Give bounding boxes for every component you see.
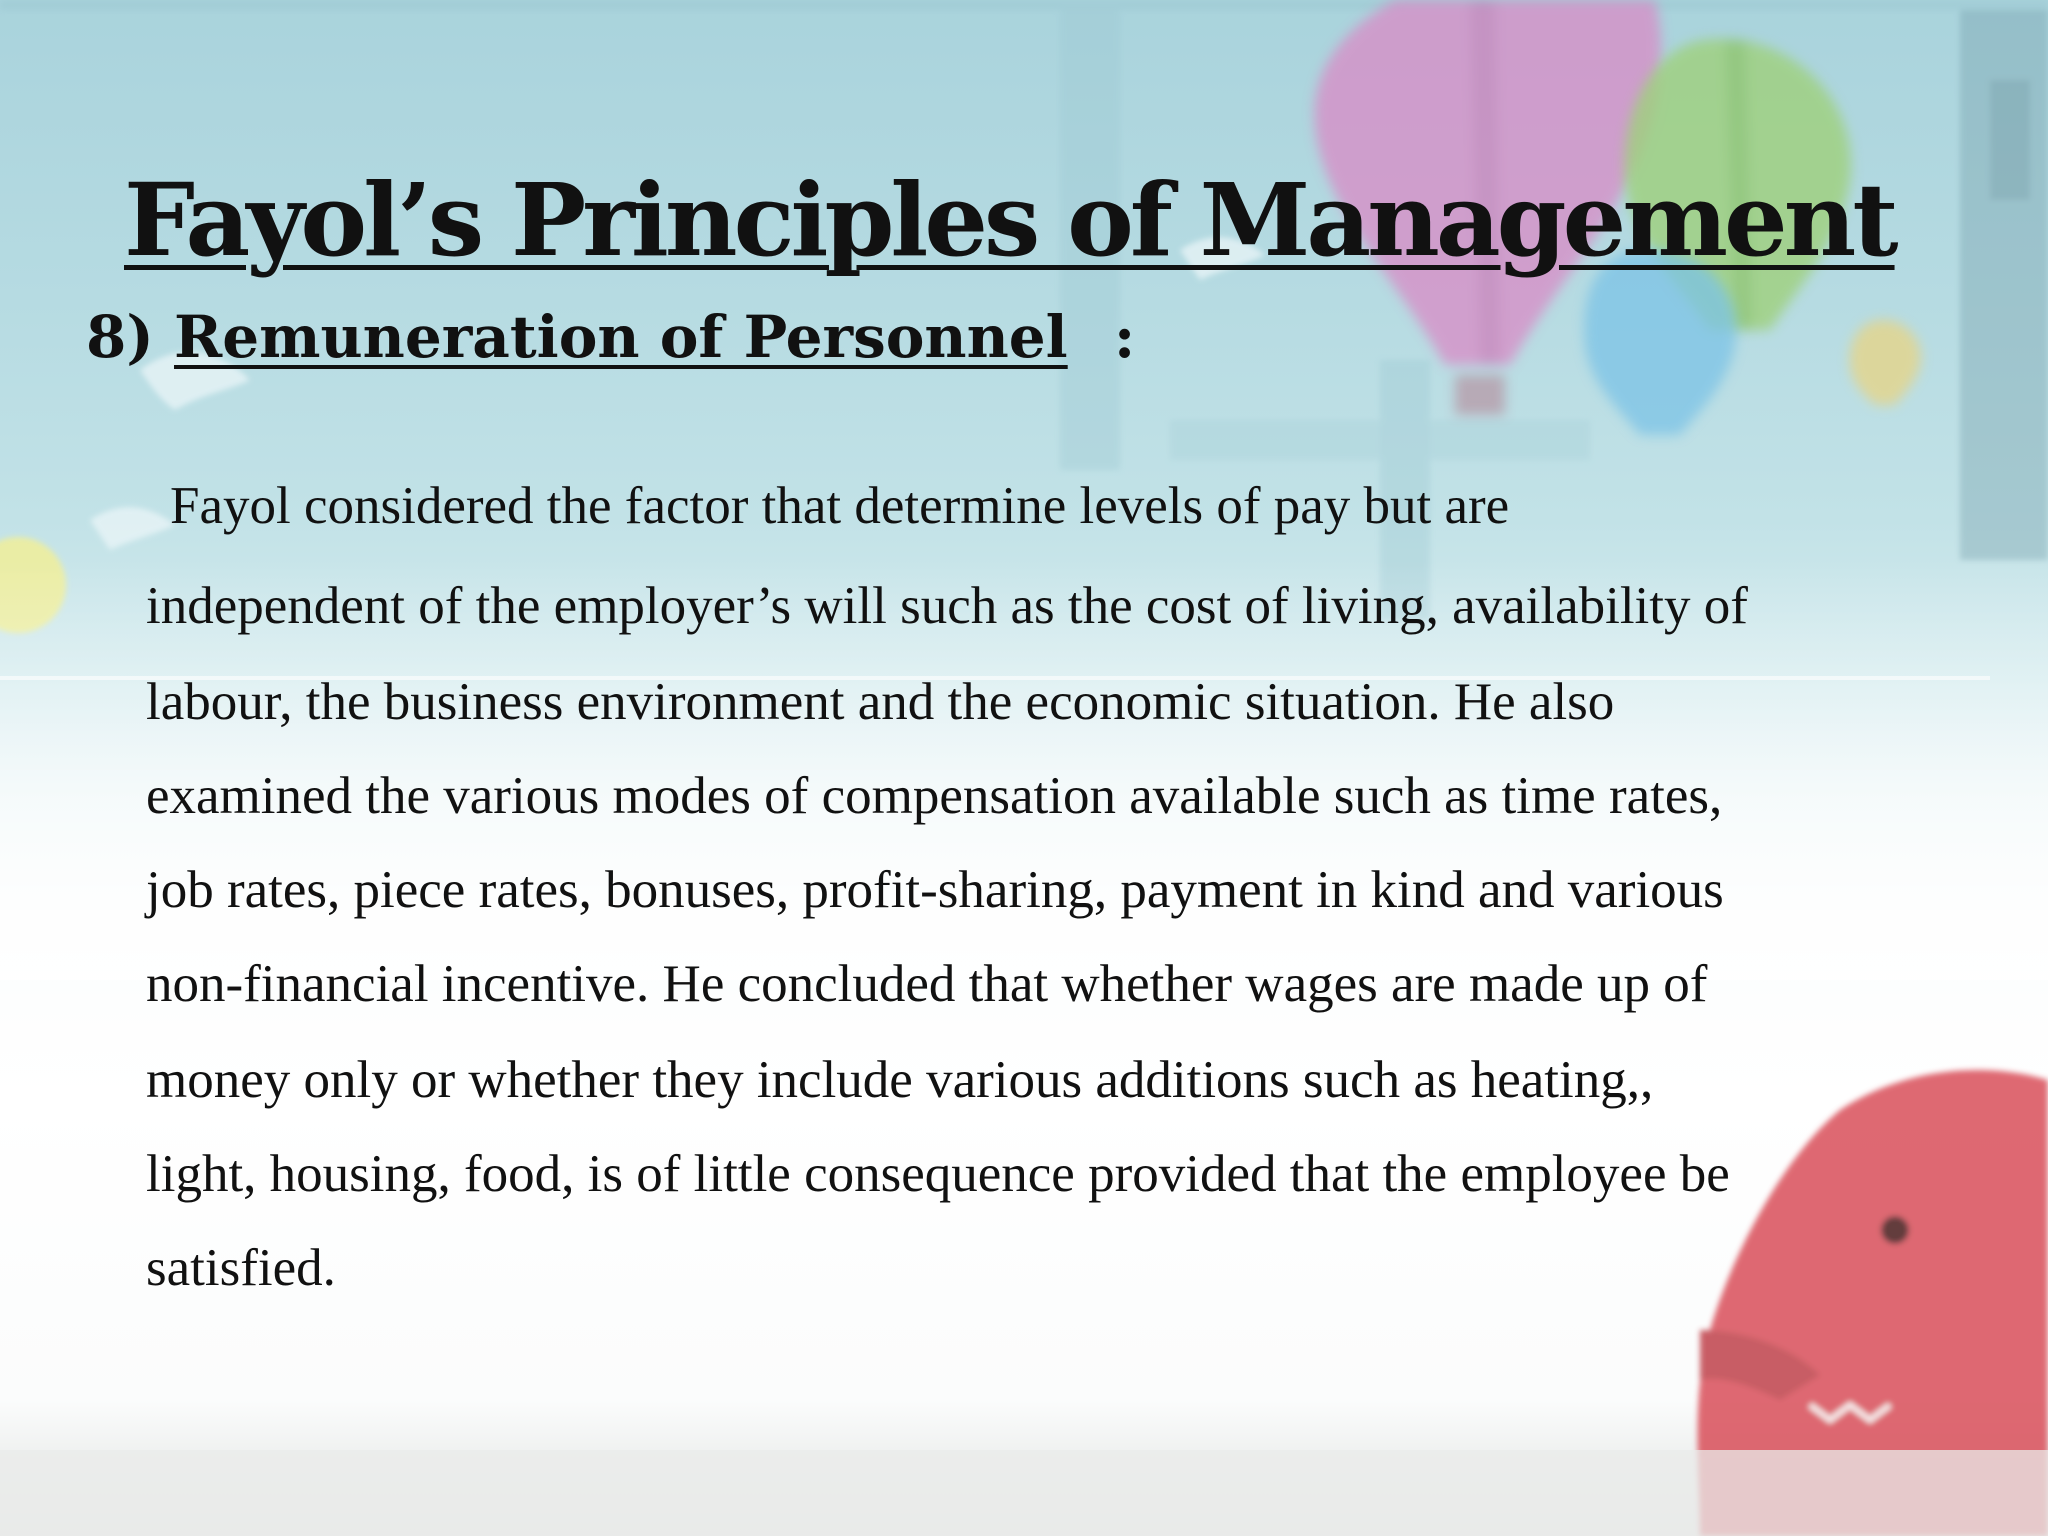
body-line: independent of the employer’s will such as the cost of living, availability of — [146, 577, 1748, 635]
slide-title: Fayol’s Principles of Management — [124, 161, 1895, 279]
body-line: examined the various modes of compensation available such as time rates, — [146, 767, 1723, 825]
section-colon: : — [1113, 303, 1136, 371]
body-line: satisfied. — [146, 1239, 336, 1297]
body-line: job rates, piece rates, bonuses, profit-sharing, payment in kind and various — [146, 861, 1724, 919]
section-heading — [86, 302, 1135, 372]
bottom-band — [0, 1450, 2048, 1536]
section-title: Remuneration of Personnel — [174, 303, 1068, 371]
section-number: 8) — [86, 303, 154, 371]
body-line: non-financial incentive. He concluded that whether wages are made up of — [146, 955, 1708, 1013]
body-line: money only or whether they include various additions such as heating,, — [146, 1051, 1654, 1109]
body-line: light, housing, food, is of little consequence provided that the employee be — [146, 1145, 1730, 1203]
body-line: Fayol considered the factor that determine levels of pay but are — [170, 477, 1510, 535]
body-line: labour, the business environment and the economic situation. He also — [146, 673, 1615, 731]
